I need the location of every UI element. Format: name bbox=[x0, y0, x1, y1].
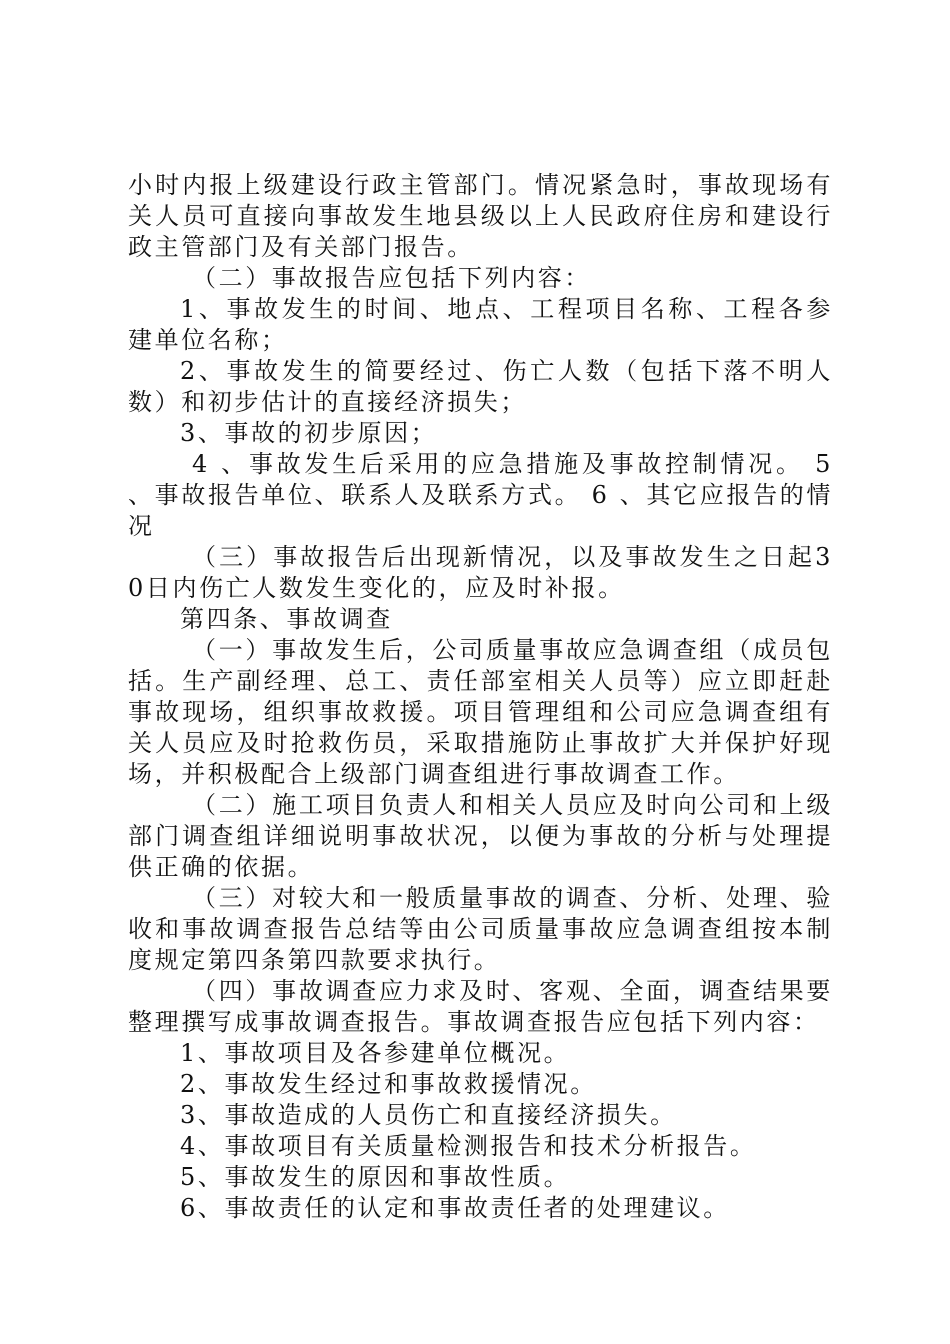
paragraph-investigation-2: （二）施工项目负责人和相关人员应及时向公司和上级部门调查组详细说明事故状况，以便为事故的分析与处理提供正确的依据。 bbox=[128, 791, 833, 881]
paragraph-item: 4 、事故发生后采用的应急措施及事故控制情况。 5 、事故报告单位、联系人及联系方式。 6 、其它应报告的情况 bbox=[128, 450, 833, 540]
paragraph-item: 4、事故项目有关质量检测报告和技术分析报告。 bbox=[180, 1132, 757, 1160]
paragraph-investigation-4: （四）事故调查应力求及时、客观、全面，调查结果要整理撰写成事故调查报告。事故调查报告应包括下列内容： bbox=[128, 977, 833, 1036]
paragraph-item: 6、事故责任的认定和事故责任者的处理建议。 bbox=[180, 1194, 730, 1222]
paragraph-item: 1、事故项目及各参建单位概况。 bbox=[180, 1039, 571, 1067]
paragraph-continuation: 小时内报上级建设行政主管部门。情况紧急时，事故现场有关人员可直接向事故发生地县级以上人民政府住房和建设行政主管部门及有关部门报告。 bbox=[128, 171, 833, 261]
document-body bbox=[128, 170, 833, 1224]
paragraph-item: 3、事故造成的人员伤亡和直接经济损失。 bbox=[180, 1101, 677, 1129]
paragraph-investigation-1: （一）事故发生后，公司质量事故应急调查组（成员包括。生产副经理、总工、责任部室相关人员等）应立即赶赴事故现场，组织事故救援。项目管理组和公司应急调查组有关人员应及时抢救伤员，采取措施防止事故扩大并保护好现场，并积极配合上级部门调查组进行事故调查工作。 bbox=[128, 636, 833, 788]
paragraph-report-contents-heading: （二）事故报告应包括下列内容： bbox=[192, 264, 591, 292]
paragraph-investigation-3: （三）对较大和一般质量事故的调查、分析、处理、验收和事故调查报告总结等由公司质量事故应急调查组按本制度规定第四条第四款要求执行。 bbox=[128, 884, 833, 974]
paragraph-item: 1、事故发生的时间、地点、工程项目名称、工程各参建单位名称； bbox=[128, 295, 833, 354]
section-heading: 第四条、事故调查 bbox=[180, 605, 393, 633]
paragraph-item: 3、事故的初步原因； bbox=[180, 419, 438, 447]
paragraph-item: 5、事故发生的原因和事故性质。 bbox=[180, 1163, 571, 1191]
paragraph-item: 2、事故发生的简要经过、伤亡人数（包括下落不明人数）和初步估计的直接经济损失； bbox=[128, 357, 833, 416]
paragraph-item: 2、事故发生经过和事故救援情况。 bbox=[180, 1070, 597, 1098]
paragraph-supplementary-report: （三）事故报告后出现新情况，以及事故发生之日起30日内伤亡人数发生变化的，应及时补报。 bbox=[128, 543, 833, 602]
